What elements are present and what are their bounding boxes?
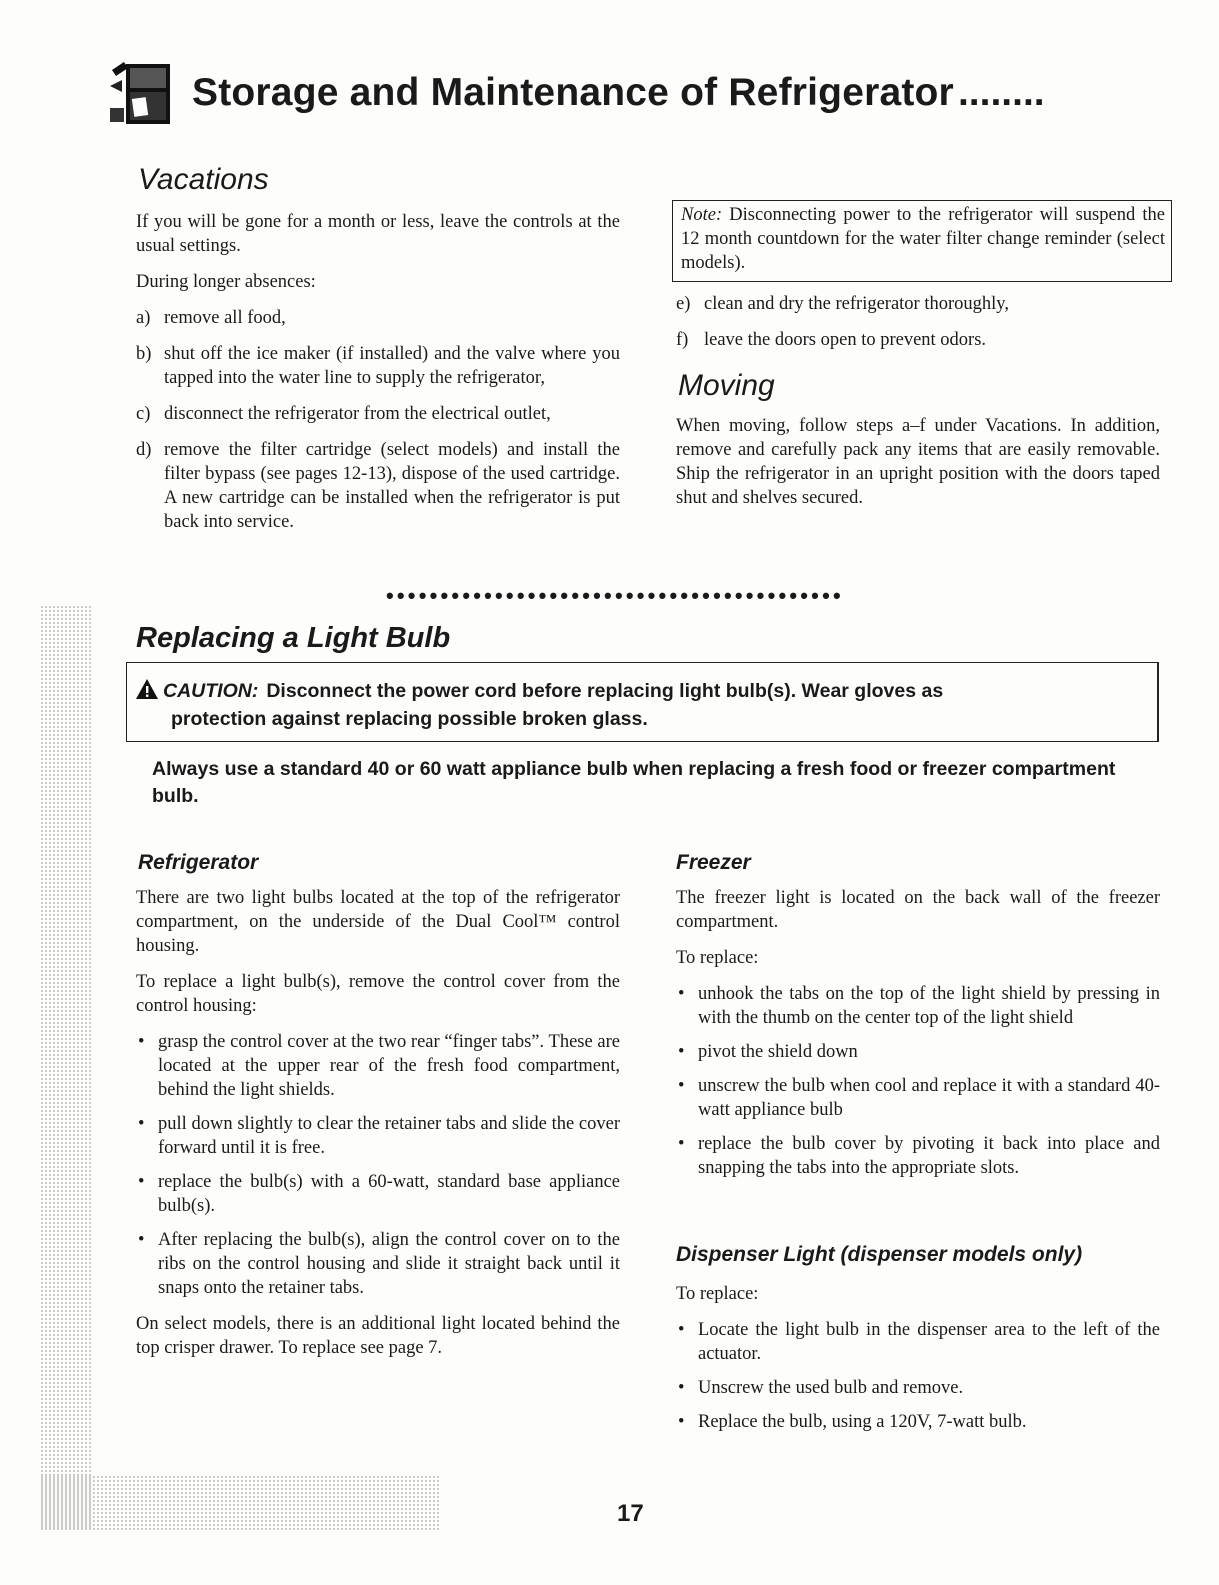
freezer-intro: The freezer light is located on the back wall of the freezer compartment. bbox=[676, 888, 1160, 932]
freezer-heading: Freezer bbox=[676, 851, 751, 874]
list-item: • grasp the control cover at the two rear “finger tabs”. These are located at the upper rear of the fresh food compartment, behind the light shields. bbox=[136, 1030, 620, 1102]
list-item: • replace the bulb cover by pivoting it back into place and snapping the tabs into the appropriate slots. bbox=[676, 1132, 1160, 1180]
note-text: Disconnecting power to the refrigerator will suspend the 12 month countdown for the water filter change reminder (select models). bbox=[681, 205, 1165, 273]
list-item: • pivot the shield down bbox=[676, 1040, 1160, 1064]
caution-label: CAUTION: bbox=[163, 680, 259, 702]
section-divider: •••••••••••••••••••••••••••••••••••••••••• bbox=[386, 583, 844, 608]
list-item-text: leave the doors open to prevent odors. bbox=[704, 330, 987, 350]
list-item: • replace the bulb(s) with a 60-watt, standard base appliance bulb(s). bbox=[136, 1170, 620, 1218]
refrigerator-bullets bbox=[136, 1030, 620, 1300]
list-item bbox=[676, 292, 1160, 316]
caution-line-1: Disconnect the power cord before replacing light bulb(s). Wear gloves as bbox=[266, 680, 944, 702]
vacations-longer: During longer absences: bbox=[136, 272, 316, 292]
list-item bbox=[136, 402, 620, 426]
moving-heading: Moving bbox=[678, 369, 775, 402]
list-item-tag: a) bbox=[136, 308, 151, 328]
list-item-text: disconnect the refrigerator from the electrical outlet, bbox=[164, 404, 551, 424]
bottom-margin-texture bbox=[40, 1475, 440, 1530]
list-item-text: shut off the ice maker (if installed) and the valve where you tapped into the water line to supply the refrigerator, bbox=[164, 344, 620, 388]
caution-line-2: protection against replacing possible broken glass. bbox=[171, 708, 648, 730]
list-item: • Unscrew the used bulb and remove. bbox=[676, 1376, 1160, 1400]
refrigerator-additional: On select models, there is an additional light located behind the top crisper drawer. To replace see page 7. bbox=[136, 1314, 620, 1358]
title-dots: ........ bbox=[957, 71, 1045, 114]
list-item-tag: c) bbox=[136, 404, 151, 424]
left-margin-texture bbox=[40, 605, 92, 1530]
refrigerator-instructions: To replace a light bulb(s), remove the control cover from the control housing: bbox=[136, 972, 620, 1016]
dispenser-column bbox=[676, 1282, 1160, 1446]
bulb-notice: Always use a standard 40 or 60 watt appliance bulb when replacing a fresh food or freezer compartment bulb. bbox=[152, 758, 1116, 807]
list-item-text: clean and dry the refrigerator thoroughly, bbox=[704, 294, 1009, 314]
refrigerator-heading: Refrigerator bbox=[138, 851, 259, 874]
list-item-tag: f) bbox=[676, 330, 689, 350]
refrigerator-column bbox=[136, 886, 620, 1372]
list-item bbox=[676, 328, 1160, 352]
list-item-text: remove the filter cartridge (select models) and install the filter bypass (see pages 12-13), dispose of the used cartridge. A new cartridge can be installed when the refrigerator is put back into service. bbox=[164, 440, 620, 532]
list-item: • Replace the bulb, using a 120V, 7-watt bulb. bbox=[676, 1410, 1160, 1434]
note-label: Note: bbox=[681, 205, 723, 225]
refrigerator-intro: There are two light bulbs located at the top of the refrigerator compartment, on the underside of the Dual Cool™ control housing. bbox=[136, 888, 620, 956]
list-item: • After replacing the bulb(s), align the control cover on to the ribs on the control housing and slide it straight back until it snaps onto the retainer tabs. bbox=[136, 1228, 620, 1300]
moving-text: When moving, follow steps a–f under Vacations. In addition, remove and carefully pack any items that are easily removable. Ship the refrigerator in an upright position with the doors taped shut and shelves secured. bbox=[676, 416, 1160, 508]
list-item-tag: b) bbox=[136, 344, 152, 364]
vacations-left-column bbox=[136, 210, 620, 546]
list-item: • pull down slightly to clear the retainer tabs and slide the cover forward until it is free. bbox=[136, 1112, 620, 1160]
list-item bbox=[136, 342, 620, 390]
page-title: Storage and Maintenance of Refrigerator bbox=[192, 71, 954, 114]
caution-box bbox=[126, 662, 1159, 742]
freezer-to-replace: To replace: bbox=[676, 948, 759, 968]
list-item-tag: d) bbox=[136, 440, 152, 460]
vacations-heading: Vacations bbox=[138, 163, 269, 196]
list-item-tag: e) bbox=[676, 294, 691, 314]
caution-text bbox=[135, 677, 1145, 733]
replacing-heading: Replacing a Light Bulb bbox=[136, 622, 451, 654]
dispenser-to-replace: To replace: bbox=[676, 1284, 759, 1304]
list-item bbox=[136, 438, 620, 534]
page-header bbox=[108, 58, 1208, 128]
refrigerator-icon bbox=[108, 58, 178, 128]
vacations-right-column bbox=[676, 292, 1160, 364]
list-item bbox=[136, 306, 620, 330]
list-item: • Locate the light bulb in the dispenser area to the left of the actuator. bbox=[676, 1318, 1160, 1366]
list-item: • unhook the tabs on the top of the light shield by pressing in with the thumb on the center top of the light shield bbox=[676, 982, 1160, 1030]
vacations-intro: If you will be gone for a month or less, leave the controls at the usual settings. bbox=[136, 212, 620, 256]
dispenser-bullets bbox=[676, 1318, 1160, 1434]
list-item-text: remove all food, bbox=[164, 308, 286, 328]
note-box bbox=[672, 200, 1172, 282]
list-item: • unscrew the bulb when cool and replace it with a standard 40-watt appliance bulb bbox=[676, 1074, 1160, 1122]
freezer-bullets bbox=[676, 982, 1160, 1180]
warning-icon bbox=[135, 678, 159, 700]
page-number: 17 bbox=[617, 1500, 644, 1527]
dispenser-heading: Dispenser Light (dispenser models only) bbox=[676, 1243, 1083, 1266]
freezer-column bbox=[676, 886, 1160, 1192]
